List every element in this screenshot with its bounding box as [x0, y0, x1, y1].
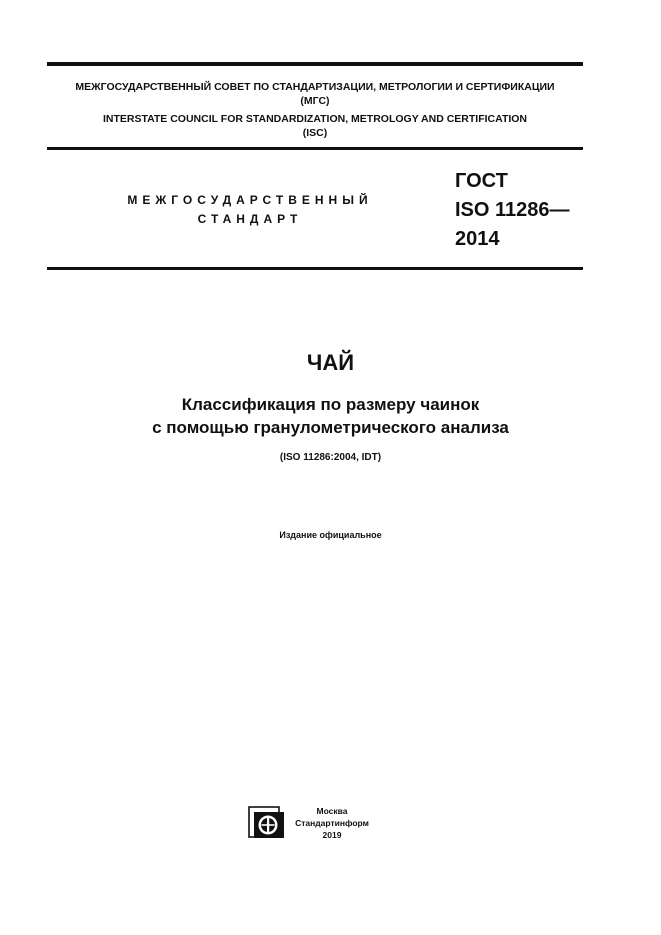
standard-rule: [47, 267, 583, 270]
edition-label: Издание официальное: [279, 530, 382, 540]
publisher-year: 2019: [322, 830, 342, 840]
council-en-line2: (ISC): [302, 127, 328, 139]
standard-id-line3: 2014: [455, 228, 500, 250]
iso-reference: (ISO 11286:2004, IDT): [279, 452, 382, 463]
standard-kind-line1: МЕЖГОСУДАРСТВЕННЫЙ: [127, 193, 373, 207]
subtitle-line2: с помощью гранулометрического анализа: [152, 418, 509, 437]
standard-id-line1: ГОСТ: [455, 170, 508, 192]
council-en-line1: INTERSTATE COUNCIL FOR STANDARDIZATION, METROLOGY AND CERTIFICATION: [102, 113, 528, 125]
standard-id-line2: ISO 11286—: [455, 199, 570, 221]
council-ru-line1: МЕЖГОСУДАРСТВЕННЫЙ СОВЕТ ПО СТАНДАРТИЗАЦИИ, МЕТРОЛОГИИ И СЕРТИФИКАЦИИ: [75, 81, 555, 93]
standartinform-logo-icon: [248, 806, 288, 839]
standard-kind-line2: СТАНДАРТ: [197, 212, 303, 226]
document-title: ЧАЙ: [306, 350, 355, 375]
subtitle-line1: Классификация по размеру чаинок: [181, 395, 480, 414]
header-rule: [47, 147, 583, 150]
council-ru-line2: (МГС): [300, 95, 330, 107]
publisher-name: Стандартинформ: [295, 818, 369, 828]
top-rule: [47, 62, 583, 66]
publisher-city: Москва: [316, 806, 348, 816]
